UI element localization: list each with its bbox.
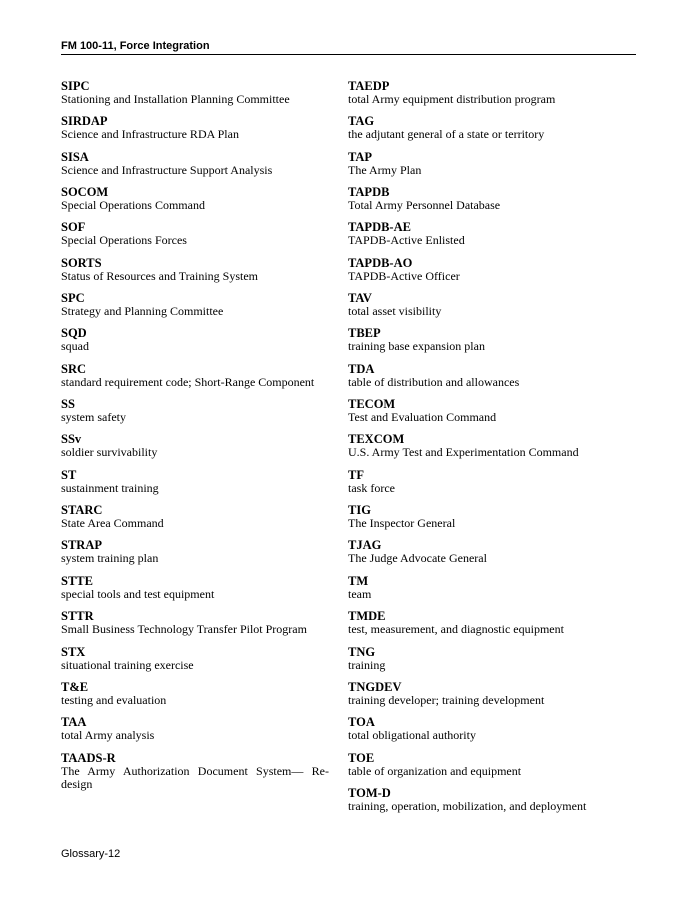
glossary-term: TAPDB-AO [348, 255, 413, 270]
glossary-entry [61, 750, 346, 791]
glossary-term: STRAP [61, 538, 102, 553]
glossary-term: TNGDEV [348, 679, 402, 694]
glossary-term: TIG [348, 503, 371, 518]
header-rule [61, 54, 636, 55]
glossary-entry [61, 362, 346, 397]
glossary-entry [61, 291, 346, 326]
glossary-entry [348, 185, 633, 220]
glossary-term: STTE [61, 573, 93, 588]
glossary-term: SS [61, 397, 75, 412]
glossary-term: STARC [61, 503, 103, 518]
glossary-definition: the adjutant general of a state or territory [348, 127, 545, 142]
glossary-entry [348, 786, 633, 821]
glossary-entry [61, 715, 346, 750]
glossary-term: T&E [61, 679, 89, 694]
glossary-entry [61, 397, 346, 432]
glossary-entry [348, 256, 633, 291]
glossary-definition: Test and Evaluation Command [348, 410, 497, 425]
glossary-term: TOA [348, 715, 375, 730]
glossary-term: TAPDB [348, 185, 390, 200]
glossary-term: TJAG [348, 538, 382, 553]
glossary-term: TBEP [348, 326, 381, 341]
glossary-column-left [61, 79, 346, 791]
glossary-definition: soldier survivability [61, 445, 158, 460]
glossary-term: SPC [61, 291, 85, 306]
glossary-entry [61, 503, 346, 538]
glossary-definition: table of distribution and allowances [348, 374, 520, 389]
glossary-term: TOE [348, 750, 375, 765]
glossary-entry [348, 114, 633, 149]
glossary-definition: training [348, 657, 386, 672]
glossary-definition: Stationing and Installation Planning Committee [61, 92, 290, 106]
glossary-definition: sustainment training [61, 480, 159, 495]
glossary-term: SOCOM [61, 185, 109, 200]
glossary-entry [348, 291, 633, 326]
glossary-term: SORTS [61, 255, 102, 270]
glossary-term: STX [61, 644, 86, 659]
glossary-term: TAA [61, 715, 87, 730]
glossary-entry [61, 256, 346, 291]
glossary-definition: Small Business Technology Transfer Pilot Program [61, 622, 307, 637]
glossary-term: SOF [61, 220, 86, 235]
glossary-definition: The Army Plan [348, 162, 422, 177]
glossary-entry [61, 574, 346, 609]
glossary-definition: Science and Infrastructure RDA Plan [61, 127, 239, 142]
glossary-definition: task force [348, 480, 395, 495]
glossary-entry [348, 680, 633, 715]
glossary-term: TEXCOM [348, 432, 405, 447]
glossary-definition: system safety [61, 410, 126, 425]
glossary-definition: TAPDB-Active Enlisted [348, 233, 465, 248]
glossary-definition: The Inspector General [348, 516, 456, 531]
glossary-entry [348, 432, 633, 467]
glossary-entry [61, 79, 346, 114]
glossary-definition: test, measurement, and diagnostic equipment [348, 622, 564, 637]
glossary-definition: total asset visibility [348, 304, 442, 319]
glossary-definition: The Army Authorization Document System— Re-design [61, 763, 329, 791]
glossary-term: SIRDAP [61, 114, 108, 129]
glossary-entry [348, 609, 633, 644]
glossary-entry [348, 220, 633, 255]
glossary-definition: system training plan [61, 551, 159, 566]
glossary-entry [348, 79, 633, 114]
glossary-entry [348, 645, 633, 680]
glossary-term: TAP [348, 149, 373, 164]
glossary-term: TF [348, 467, 364, 482]
glossary-definition: total obligational authority [348, 728, 476, 743]
glossary-definition: Total Army Personnel Database [348, 198, 501, 213]
glossary-entry [61, 538, 346, 573]
glossary-entry [348, 574, 633, 609]
glossary-definition: Status of Resources and Training System [61, 268, 258, 283]
glossary-definition: total Army equipment distribution program [348, 92, 556, 106]
glossary-term: TOM-D [348, 785, 391, 800]
glossary-definition: special tools and test equipment [61, 586, 215, 601]
glossary-entry [348, 150, 633, 185]
glossary-definition: standard requirement code; Short-Range Component [61, 374, 315, 389]
glossary-entry [61, 432, 346, 467]
glossary-entry [61, 114, 346, 149]
glossary-definition: squad [61, 339, 89, 354]
glossary-definition: Strategy and Planning Committee [61, 304, 224, 319]
glossary-definition: testing and evaluation [61, 692, 167, 707]
glossary-definition: table of organization and equipment [348, 763, 522, 778]
glossary-term: TNG [348, 644, 376, 659]
glossary-definition: training developer; training development [348, 692, 545, 707]
glossary-term: TDA [348, 361, 375, 376]
glossary-definition: situational training exercise [61, 657, 194, 672]
glossary-term: TM [348, 573, 369, 588]
glossary-definition: training base expansion plan [348, 339, 485, 354]
glossary-definition: State Area Command [61, 516, 164, 531]
glossary-entry [61, 220, 346, 255]
glossary-entry [61, 150, 346, 185]
glossary-definition: TAPDB-Active Officer [348, 268, 460, 283]
glossary-term: ST [61, 467, 77, 482]
glossary-definition: Science and Infrastructure Support Analysis [61, 162, 273, 177]
glossary-entry [61, 468, 346, 503]
glossary-term: SQD [61, 326, 87, 341]
glossary-column-right [348, 79, 633, 821]
glossary-term: TECOM [348, 397, 396, 412]
glossary-definition: Special Operations Command [61, 198, 205, 213]
glossary-entry [61, 185, 346, 220]
glossary-term: SIPC [61, 79, 90, 93]
glossary-entry [61, 680, 346, 715]
glossary-term: SRC [61, 361, 87, 376]
glossary-term: STTR [61, 609, 94, 624]
glossary-entry [348, 751, 633, 786]
glossary-entry [61, 326, 346, 361]
glossary-entry [348, 538, 633, 573]
glossary-definition: Special Operations Forces [61, 233, 187, 248]
glossary-definition: total Army analysis [61, 728, 155, 743]
page-number: Glossary-12 [61, 848, 121, 860]
glossary-entry [348, 715, 633, 750]
glossary-term: TMDE [348, 609, 386, 624]
glossary-entry [348, 397, 633, 432]
glossary-entry [348, 362, 633, 397]
glossary-term: TAV [348, 291, 372, 306]
glossary-definition: team [348, 586, 372, 601]
glossary-term: SISA [61, 149, 89, 164]
glossary-term: TAG [348, 114, 375, 129]
glossary-term: TAPDB-AE [348, 220, 411, 235]
glossary-definition: The Judge Advocate General [348, 551, 487, 566]
glossary-entry [348, 503, 633, 538]
glossary-entry [61, 609, 346, 644]
glossary-term: SSv [61, 432, 82, 447]
glossary-entry [348, 468, 633, 503]
glossary-definition: training, operation, mobilization, and deployment [348, 798, 587, 813]
glossary-term: TAEDP [348, 79, 390, 93]
glossary-entry [61, 645, 346, 680]
glossary-term: TAADS-R [61, 750, 116, 765]
glossary-definition: U.S. Army Test and Experimentation Command [348, 445, 579, 460]
running-header: FM 100-11, Force Integration [61, 40, 210, 52]
glossary-entry [348, 326, 633, 361]
